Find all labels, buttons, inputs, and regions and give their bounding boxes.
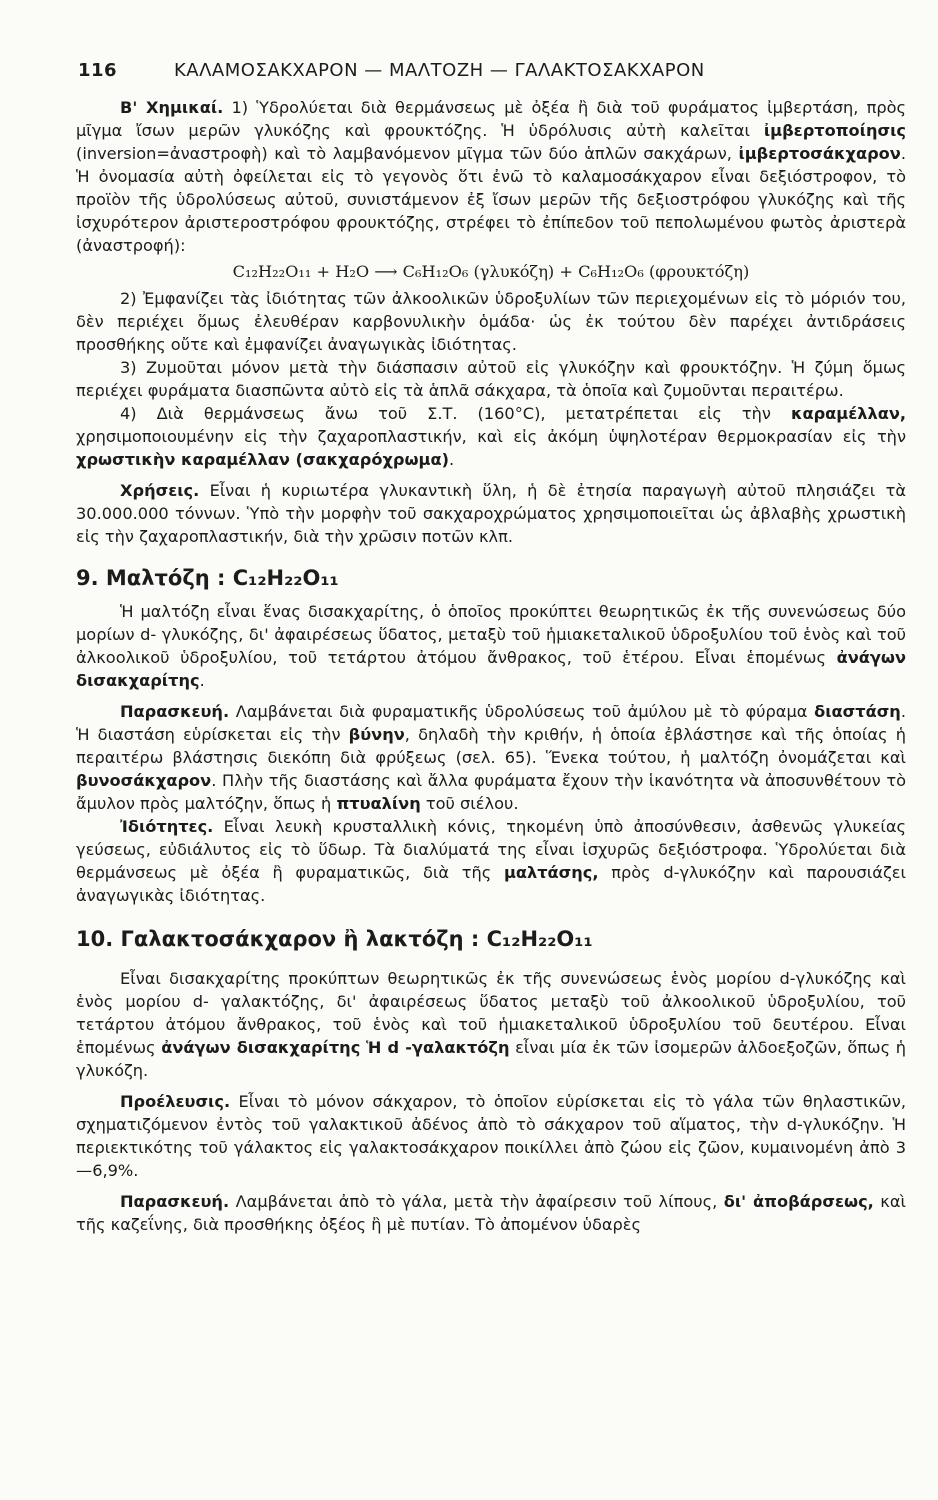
text: Λαμβάνεται ἀπὸ τὸ γάλα, μετὰ τὴν ἀφαίρεσιν τοῦ λίπους, [229, 1192, 724, 1211]
page-body [76, 96, 906, 1236]
section-lead: Ἰδιότητες. [120, 817, 214, 836]
section-lead: Β' Χημικαί. [120, 98, 224, 117]
bold-term: διαστάση [814, 702, 901, 721]
text: . [199, 671, 205, 690]
bold-term: μαλτάσης, [503, 863, 599, 882]
bold-term: βυνοσάκχαρον [76, 771, 212, 790]
paragraph-maltose-preparation [76, 700, 906, 815]
text: χρησιμοποιουμένην εἰς τὴν ζαχαροπλαστικήν, καὶ εἰς ἀκόμη ὑψηλοτέραν θερμοκρασίαν εἰς τὴν [76, 427, 906, 446]
text: πρὸς d-γλυκόζην καὶ παρουσιάζει ἀναγωγικὰς ἰδιότητας. [76, 863, 906, 905]
text: Εἶναι δισακχαρίτης προκύπτων θεωρητικῶς ἐκ τῆς συνενώσεως ἑνὸς μορίου d-γλυκόζης καὶ ἑνὸς μορίου d- γαλακτόζης, δι' ἀφαιρέσεως ὕδατος μεταξὺ τοῦ ἀλκοολικοῦ ὑδροξυλίου, τοῦ τετάρτου ἀτόμου ἄνθρακος, τοῦ ἑνὸς καὶ τοῦ ἡμιακεταλικοῦ ὑδροξυλίου τοῦ δευτέρου. Εἶναι ἑπομένως [76, 969, 906, 1057]
section-lead: Προέλευσις. [120, 1092, 231, 1111]
paragraph-point-4 [76, 402, 906, 471]
text: 1) Ὑδρολύεται διὰ θερμάνσεως μὲ ὀξέα ἢ διὰ τοῦ φυράματος ἰμβερτάση, πρὸς μῖγμα ἴσων μερῶν γλυκόζης καὶ φρουκτόζης. Ἡ ὑδρόλυσις αὐτὴ καλεῖται [76, 98, 906, 140]
text: Ἡ μαλτόζη εἶναι ἕνας δισακχαρίτης, ὁ ὁποῖος προκύπτει θεωρητικῶς ἐκ τῆς συνενώσεως δύο μορίων d- γλυκόζης, δι' ἀφαιρέσεως ὕδατος, μεταξὺ τοῦ ἡμιακεταλικοῦ ὑδροξυλίου τοῦ ἑνὸς καὶ τοῦ ἀλκοολικοῦ ὑδροξυλίου, τοῦ τετάρτου ἀτόμου ἄνθρακος, τοῦ ἑτέρου. Εἶναι ἑπομένως [76, 602, 906, 667]
text: τοῦ σιέλου. [420, 794, 519, 813]
bold-term: δι' ἀποβάρσεως, [723, 1192, 874, 1211]
bold-term: ἀνάγων δισακχαρίτης [76, 648, 906, 690]
bold-term: Ἡ d -γαλακτόζη [365, 1038, 510, 1057]
text: . Πλὴν τῆς διαστάσης καὶ ἄλλα φυράματα ἔχουν τὴν ἱκανότητα νὰ ἀποσυνθέτουν τὸ ἄμυλον πρὸς μαλτόζην, ὅπως ἡ [76, 771, 906, 813]
paragraph-point-3: 3) Ζυμοῦται μόνον μετὰ τὴν διάσπασιν αὐτοῦ εἰς γλυκόζην καὶ φρουκτόζην. Ἡ ζύμη ὅμως περιέχει φυράματα διασπῶντα αὐτὸ εἰς τὰ ἁπλᾶ σάκχαρα, τὰ ὁποῖα καὶ ζυμοῦνται περαιτέρω. [76, 358, 906, 400]
paragraph-lactose-intro [76, 967, 906, 1082]
bold-term: ἰμβερτοσάκχαρον [738, 144, 901, 163]
bold-term: ἰμβερτοποίησις [763, 121, 906, 140]
paragraph-uses [76, 479, 906, 548]
text: Εἶναι τὸ μόνον σάκχαρον, τὸ ὁποῖον εὑρίσκεται εἰς τὸ γάλα τῶν θηλαστικῶν, σχηματιζόμενον ἐντὸς τοῦ γαλακτικοῦ ἀδένος ἀπὸ τὸ σάκχαρον τοῦ αἵματος, τὴν d-γλυκόζην. Ἡ περιεκτικότης τοῦ γάλακτος εἰς γαλακτοσάκχαρον ποικίλλει ἀπὸ ζώου εἰς ζῶον, κυμαινομένη ἀπὸ 3—6,9%. [76, 1092, 906, 1180]
paragraph-lactose-preparation [76, 1190, 906, 1236]
heading-lactose: 10. Γαλακτοσάκχαρον ἢ λακτόζη : C₁₂H₂₂O₁₁ [76, 927, 593, 951]
text: . [448, 450, 455, 469]
text: εἶναι μία ἐκ τῶν ἰσομερῶν ἀλδοεξοζῶν, ὅπως ἡ γλυκόζη. [76, 1038, 906, 1080]
page-number: 116 [78, 60, 118, 81]
bold-term: πτυαλίνη [336, 794, 421, 813]
section-lead: Παρασκευή. [120, 1192, 230, 1211]
heading-maltose: 9. Μαλτόζη : C₁₂H₂₂O₁₁ [76, 566, 339, 590]
text: . Ἡ ὀνομασία αὐτὴ ὀφείλεται εἰς τὸ γεγονὸς ὅτι ἐνῶ τὸ καλαμοσάκχαρον εἶναι δεξιόστροφον, τὸ προϊὸν τῆς ὑδρολύσεως αὐτοῦ, συνιστάμενον ἐξ ἴσων μερῶν τῆς δεξιοστρόφου γλυκόζης καὶ τῆς ἰσχυρότερον ἀριστεροστρόφου φρουκτόζης, στρέφει τὸ ἐπίπεδον τοῦ πεπολωμένου φωτὸς ἀριστερὰ (ἀναστροφή): [76, 144, 906, 255]
text: (inversion=ἀναστροφὴ) καὶ τὸ λαμβανόμενον μῖγμα τῶν δύο ἁπλῶν σακχάρων, [76, 144, 739, 163]
paragraph-maltose-intro [76, 600, 906, 692]
text: Εἶναι λευκὴ κρυσταλλικὴ κόνις, τηκομένη ὑπὸ ἀποσύνθεσιν, ἀσθενῶς γλυκείας γεύσεως, εὐδιάλυτος εἰς τὸ ὕδωρ. Τὰ διαλύματά της εἶναι ἰσχυρῶς δεξιόστροφα. Ὑδρολύεται διὰ θερμάνσεως μὲ ὀξέα ἢ φυραματικῶς, διὰ τῆς [76, 817, 906, 882]
text: , δηλαδὴ τὴν κριθήν, ἡ ὁποία ἐβλάστησε καὶ τῆς ὁποίας ἡ περαιτέρω βλάστησις διεκόπη διὰ φρύξεως (σελ. 65). Ἕνεκα τούτου, ἡ μαλτόζη ὀνομάζεται καὶ [76, 725, 906, 767]
hydrolysis-equation: C₁₂H₂₂O₁₁ + H₂O ⟶ C₆H₁₂O₆ (γλυκόζη) + C₆H₁₂O₆ (φρουκτόζη) [232, 262, 750, 281]
bold-term: καραμέλλαν, [790, 404, 906, 423]
section-lead: Χρήσεις. [120, 481, 200, 500]
text: Λαμβάνεται διὰ φυραματικῆς ὑδρολύσεως τοῦ ἀμύλου μὲ τὸ φύραμα [229, 702, 815, 721]
bold-term: ἀνάγων δισακχαρίτης [161, 1038, 361, 1057]
running-title: ΚΑΛΑΜΟΣΑΚΧΑΡΟΝ — ΜΑΛΤΟΖΗ — ΓΑΛΑΚΤΟΣΑΚΧΑΡΟΝ [174, 60, 705, 81]
paragraph-maltose-properties [76, 815, 906, 907]
text: . Ἡ διαστάση εὑρίσκεται εἰς τὴν [76, 702, 906, 744]
text: καὶ τῆς καζεΐνης, διὰ προσθήκης ὀξέος ἢ μὲ πυτίαν. Τὸ ἀπομένον ὑδαρὲς [76, 1192, 906, 1234]
text: Εἶναι ἡ κυριωτέρα γλυκαντικὴ ὕλη, ἡ δὲ ἐτησία παραγωγὴ αὐτοῦ πλησιάζει τὰ 30.000.000 τόννων. Ὑπὸ τὴν μορφὴν τοῦ σακχαροχρώματος χρησιμοποιεῖται ὡς ἀβλαβὴς χρωστικὴ εἰς τὴν ζαχαροπλαστικήν, διὰ τὴν χρῶσιν ποτῶν κλπ. [76, 481, 906, 546]
paragraph-chemical-properties [76, 96, 906, 257]
section-lead: Παρασκευή. [120, 702, 230, 721]
bold-term: χρωστικὴν καραμέλλαν (σακχαρόχρωμα) [76, 450, 449, 469]
text: 4) Διὰ θερμάνσεως ἄνω τοῦ Σ.Τ. (160°C), μετατρέπεται εἰς τὴν [120, 404, 791, 423]
paragraph-point-2: 2) Ἐμφανίζει τὰς ἰδιότητας τῶν ἀλκοολικῶν ὑδροξυλίων τῶν περιεχομένων εἰς τὸ μόριόν του, δὲν περιέχει ὅμως ἐλευθέραν καρβονυλικὴν ὁμάδα· ὡς ἐκ τούτου δὲν παρέχει ἀντιδράσεις προσθήκης οὔτε καὶ ἐμφανίζει ἀναγωγικὰς ἰδιότητας. [76, 289, 906, 354]
paragraph-lactose-origin [76, 1090, 906, 1182]
bold-term: βύνην [348, 725, 405, 744]
